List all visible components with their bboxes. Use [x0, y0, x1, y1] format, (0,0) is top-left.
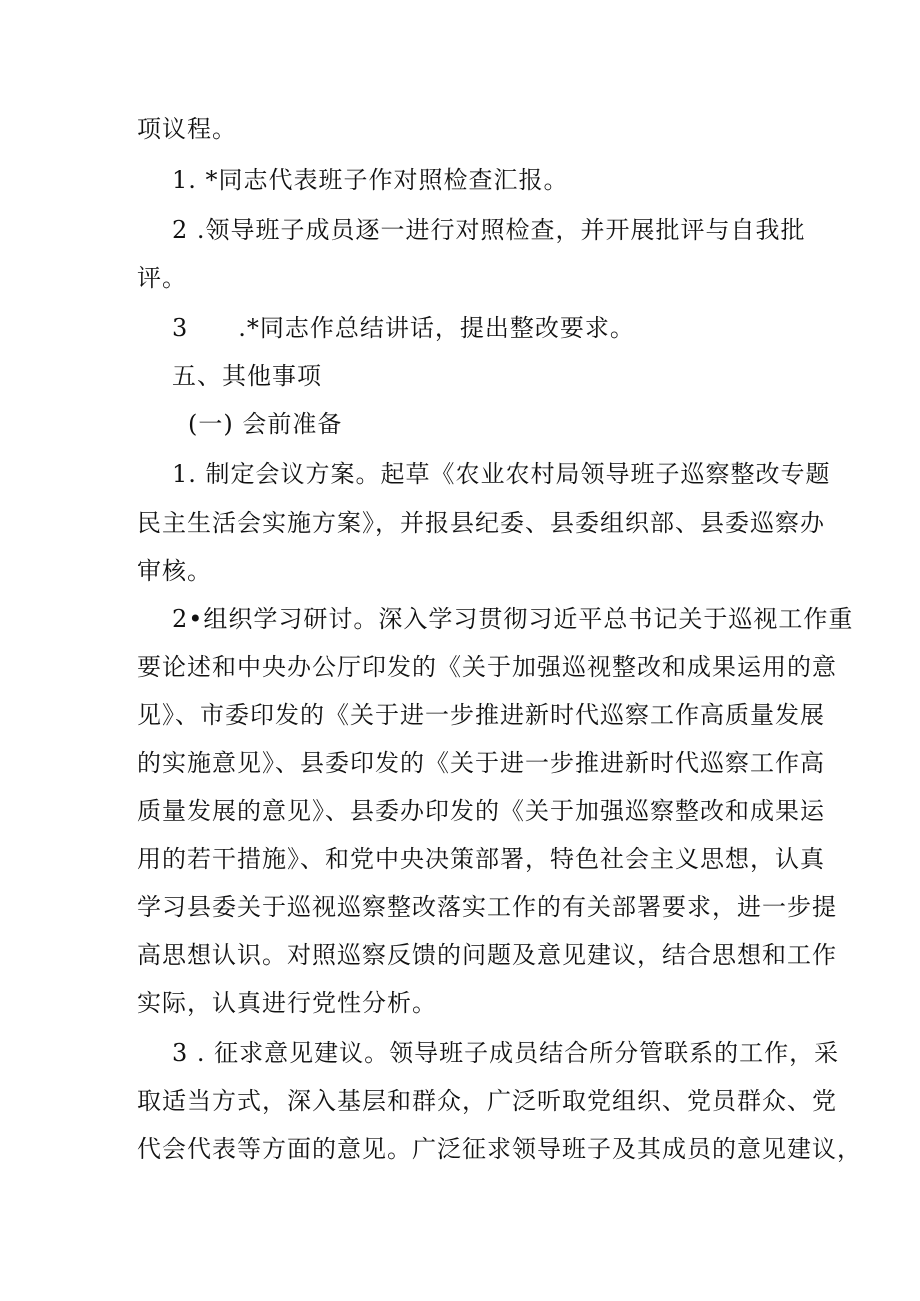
paragraph-line: 取适当方式，深入基层和群众，广泛听取党组织、党员群众、党 — [137, 1087, 837, 1115]
paragraph-line: 质量发展的意见》、县委办印发的《关于加强巡察整改和成果运 — [137, 797, 825, 825]
paragraph-line: 用的若干措施》、和党中央决策部署，特色社会主义思想，认真 — [137, 845, 825, 873]
agenda-item-1: 1. *同志代表班子作对照检查汇报。 — [172, 166, 569, 194]
paragraph-line: 2•组织学习研讨。深入学习贯彻习近平总书记关于巡视工作重 — [172, 605, 854, 633]
text-line: 项议程。 — [137, 115, 237, 143]
paragraph-line: 的实施意见》、县委印发的《关于进一步推进新时代巡察工作高 — [137, 749, 825, 777]
paragraph-line: 1. 制定会议方案。起草《农业农村局领导班子巡察整改专题 — [172, 460, 831, 488]
agenda-item-2: 2 .领导班子成员逐一进行对照检查，并开展批评与自我批 — [172, 216, 806, 244]
paragraph-line: 实际，认真进行党性分析。 — [137, 989, 437, 1017]
agenda-item-3: 3 .*同志作总结讲话，提出整改要求。 — [172, 314, 635, 342]
paragraph-line: 民主生活会实施方案》，并报县纪委、县委组织部、县委巡察办 — [137, 509, 825, 537]
paragraph-line: 3 . 征求意见建议。领导班子成员结合所分管联系的工作，采 — [172, 1039, 840, 1067]
section-heading: 五、其他事项 — [172, 362, 322, 390]
paragraph-line: 审核。 — [137, 557, 212, 585]
subsection-heading: (一) 会前准备 — [188, 410, 343, 438]
paragraph-line: 要论述和中央办公厅印发的《关于加强巡视整改和成果运用的意 — [137, 653, 837, 681]
paragraph-line: 代会代表等方面的意见。广泛征求领导班子及其成员的意见建议， — [137, 1135, 862, 1163]
paragraph-line: 学习县委关于巡视巡察整改落实工作的有关部署要求，进一步提 — [137, 893, 837, 921]
paragraph-line: 见》、市委印发的《关于进一步推进新时代巡察工作高质量发展 — [137, 701, 825, 729]
text-line: 评。 — [137, 264, 187, 292]
paragraph-line: 高思想认识。对照巡察反馈的问题及意见建议，结合思想和工作 — [137, 941, 837, 969]
